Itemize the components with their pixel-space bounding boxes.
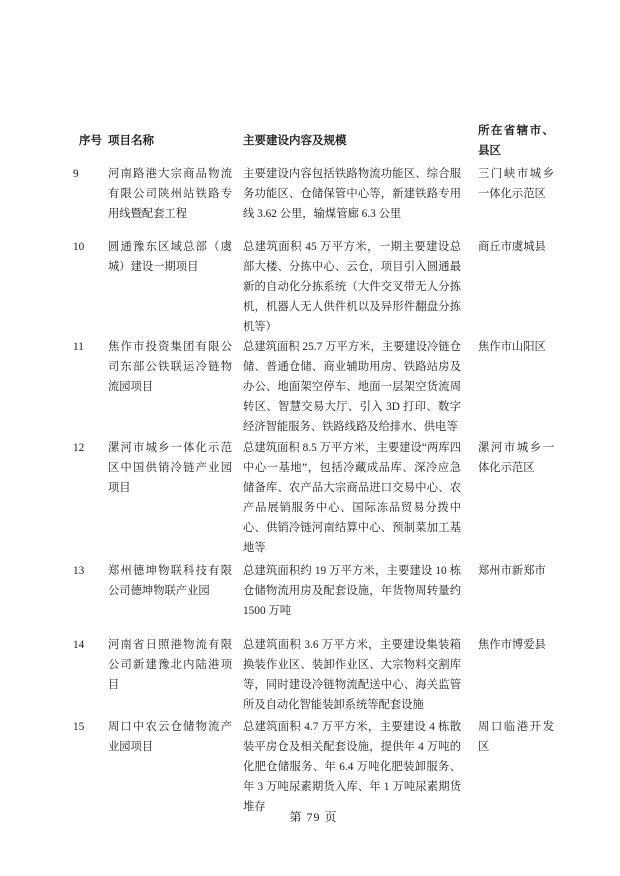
header-main-construction-content: 主要建设内容及规模 (243, 135, 347, 147)
table-row (73, 237, 620, 337)
table-header-row (73, 121, 620, 161)
header-project-name: 项目名称 (108, 135, 154, 147)
cell-serial-number: 9 (73, 168, 79, 180)
cell-construction-content: 总建筑面积 3.6 万平方米，主要建设集装箱换装作业区、装卸作业区、大宗物料交割库等，同时建设冷链物流配送中心、海关监管所及自动化智能装卸系统等配套设施 (243, 639, 461, 711)
cell-serial-number: 11 (73, 341, 84, 353)
table-row (73, 438, 620, 558)
cell-project-name: 漯河市城乡一体化示范区中国供销冷链产业园项目 (108, 442, 232, 494)
table-row (73, 164, 620, 224)
cell-construction-content: 总建筑面积 4.7 万平方米，主要建设 4 栋散装平房仓及相关配套设施，提供年 4 万吨的化肥仓储服务、年 6.4 万吨化肥装卸服务、年 3 万吨尿素期货入库、年 1 万吨尿素期货堆存 (243, 721, 461, 813)
cell-serial-number: 15 (73, 721, 85, 733)
page-number: 第 79 页 (289, 810, 338, 824)
table-row (73, 561, 620, 621)
cell-project-name: 河南路港大宗商品物流有限公司陕州站铁路专用线暨配套工程 (108, 168, 232, 220)
cell-serial-number: 12 (73, 442, 85, 454)
header-city-county: 所在省辖市、县区 (478, 125, 554, 157)
cell-city-county: 焦作市山阳区 (478, 341, 546, 353)
table-row (73, 635, 620, 715)
cell-project-name: 焦作市投资集团有限公司东部公铁联运冷链物流园项目 (108, 341, 232, 393)
cell-project-name: 郑州德坤物联科技有限公司德坤物联产业园 (108, 565, 232, 597)
cell-construction-content: 总建筑面积约 19 万平方米，主要建设 10 栋仓储物流用房及配套设施，年货物周转量约 1500 万吨 (243, 565, 461, 617)
table-row (73, 337, 620, 437)
cell-city-county: 焦作市博爱县 (478, 639, 546, 651)
cell-construction-content: 总建筑面积 25.7 万平方米，主要建设冷链仓储、普通仓储、商业辅助用房、铁路站房及办公、地面架空停车、地面一层架空货流周转区、智慧交易大厅、引入 3D 打印、数字经济智能服务、铁路线路及给排水、供电等 (243, 341, 461, 433)
cell-construction-content: 总建筑面积 45 万平方米，一期主要建设总部大楼、分拣中心、云仓，项目引入圆通最新的自动化分拣系统（大件交叉带无人分拣机，机器人无人供件机以及异形件翻盘分拣机等） (243, 241, 461, 333)
cell-city-county: 商丘市虞城县 (478, 241, 546, 253)
cell-serial-number: 10 (73, 241, 85, 253)
table-body (73, 164, 620, 817)
cell-construction-content: 总建筑面积 8.5 万平方米，主要建设“两库四中心一基地”，包括冷藏成品库、深冷应急储备库、农产品大宗商品进口交易中心、农产品展销服务中心、国际冻品贸易分拨中心、供销冷链河南结算中心、预制菜加工基地等 (243, 442, 461, 554)
cell-serial-number: 14 (73, 639, 85, 651)
cell-city-county: 周口临港开发区 (478, 721, 554, 753)
cell-construction-content: 主要建设内容包括铁路物流功能区、综合服务功能区、仓储保管中心等，新建铁路专用线 3.62 公里，输煤管廊 6.3 公里 (243, 168, 461, 220)
cell-project-name: 圆通豫东区域总部（虞城）建设一期项目 (108, 241, 232, 273)
cell-city-county: 三门峡市城乡一体化示范区 (478, 168, 554, 200)
cell-project-name: 河南省日照港物流有限公司新建豫北内陆港项目 (108, 639, 232, 691)
table-row (73, 717, 620, 817)
cell-serial-number: 13 (73, 565, 85, 577)
header-serial-number: 序号 (79, 135, 102, 147)
cell-city-county: 漯河市城乡一体化示范区 (478, 442, 554, 474)
cell-city-county: 郑州市新郑市 (478, 565, 546, 577)
cell-project-name: 周口中农云仓储物流产业园项目 (108, 721, 232, 753)
